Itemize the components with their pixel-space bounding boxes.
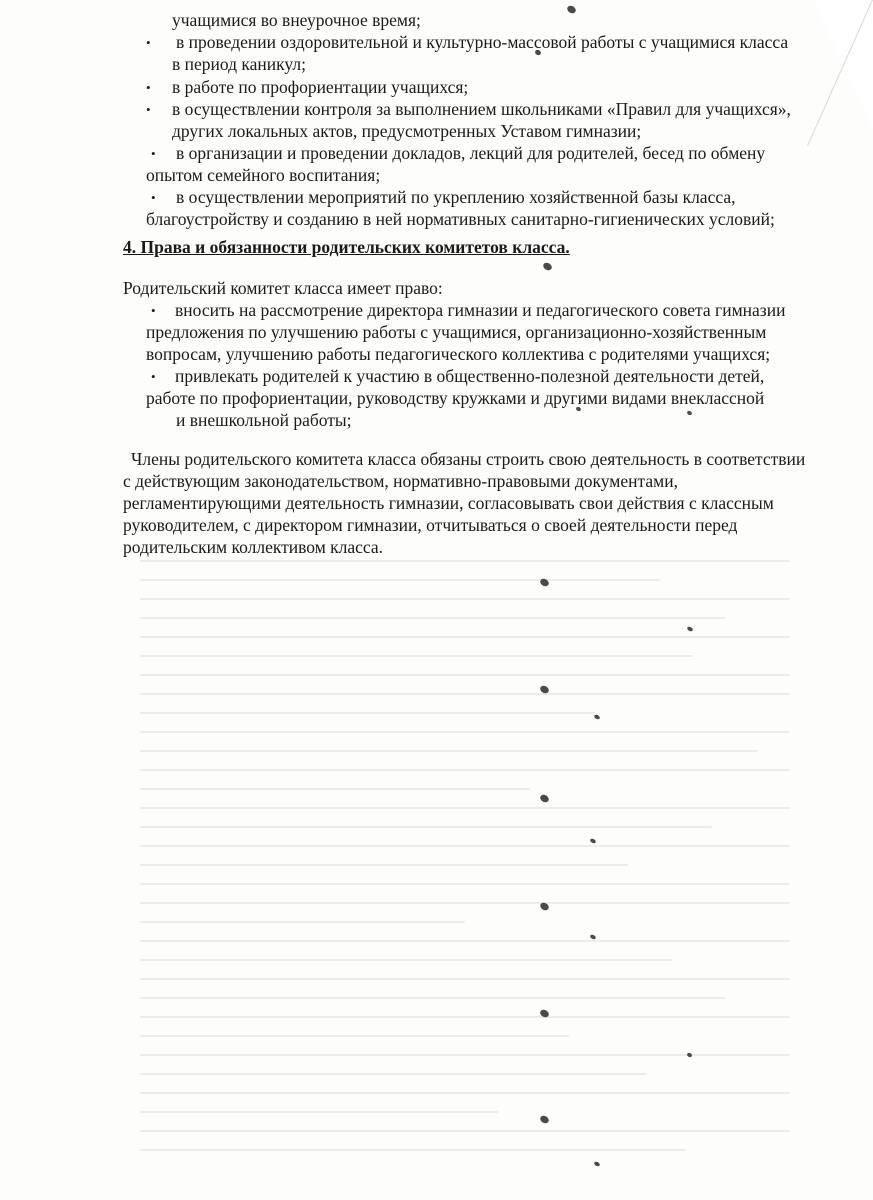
rights-item-text: вносить на рассмотрение директора гимназии и педагогического совета гимназии xyxy=(175,300,786,320)
list-item-text: других локальных актов, предусмотренных Уставом гимназии; xyxy=(172,121,642,141)
list-item-text: в работе по профориентации учащихся; xyxy=(172,77,469,97)
duties-paragraph: руководителем, с директором гимназии, отчитываться о своей деятельности перед xyxy=(123,515,738,535)
bullet-symbol: • xyxy=(146,80,151,95)
bullet-symbol: • xyxy=(146,35,151,50)
bullet-symbol: • xyxy=(151,369,156,384)
duties-paragraph: регламентирующими деятельность гимназии, согласовывать свои действия с классным xyxy=(123,493,774,513)
rights-item-text: предложения по улучшению работы с учащимися, организационно-хозяйственным xyxy=(146,322,767,342)
bullet-symbol: • xyxy=(151,190,156,205)
section-heading: 4. Права и обязанности родительских комитетов класса. xyxy=(123,237,570,257)
list-item-text: в осуществлении мероприятий по укреплению хозяйственной базы класса, xyxy=(176,187,736,207)
duties-paragraph: родительским коллективом класса. xyxy=(123,537,384,557)
scan-speck xyxy=(542,261,553,272)
bleed-through xyxy=(140,560,790,1168)
list-item-text: в проведении оздоровительной и культурно-массовой работы с учащимися класса xyxy=(176,32,789,52)
scan-speck xyxy=(566,4,577,15)
rights-item-text: и внешкольной работы; xyxy=(176,410,352,430)
list-item-text: в осуществлении контроля за выполнением школьниками «Правил для учащихся», xyxy=(172,99,791,119)
list-intro-tail: учащимися во внеурочное время; xyxy=(172,10,421,30)
list-item-text: в период каникул; xyxy=(172,54,306,74)
rights-intro: Родительский комитет класса имеет право: xyxy=(123,278,443,298)
bullet-symbol: • xyxy=(151,303,156,318)
list-item-text: в организации и проведении докладов, лекций для родителей, бесед по обмену xyxy=(176,143,766,163)
list-item-text: опытом семейного воспитания; xyxy=(146,165,381,185)
duties-paragraph: с действующим законодательством, нормативно-правовыми документами, xyxy=(123,471,678,491)
rights-item-text: привлекать родителей к участию в общественно-полезной деятельности детей, xyxy=(175,366,765,386)
bullet-symbol: • xyxy=(146,102,151,117)
rights-item-text: вопросам, улучшению работы педагогического коллектива с родителями учащихся; xyxy=(146,344,771,364)
list-item-text: благоустройству и созданию в ней нормативных санитарно-гигиенических условий; xyxy=(146,209,775,229)
rights-item-text: работе по профориентации, руководству кружками и другими видами внеклассной xyxy=(146,388,765,408)
scan-speck xyxy=(686,410,692,416)
duties-paragraph: Члены родительского комитета класса обязаны строить свою деятельность в соответствии xyxy=(131,449,806,469)
bullet-symbol: • xyxy=(151,146,156,161)
